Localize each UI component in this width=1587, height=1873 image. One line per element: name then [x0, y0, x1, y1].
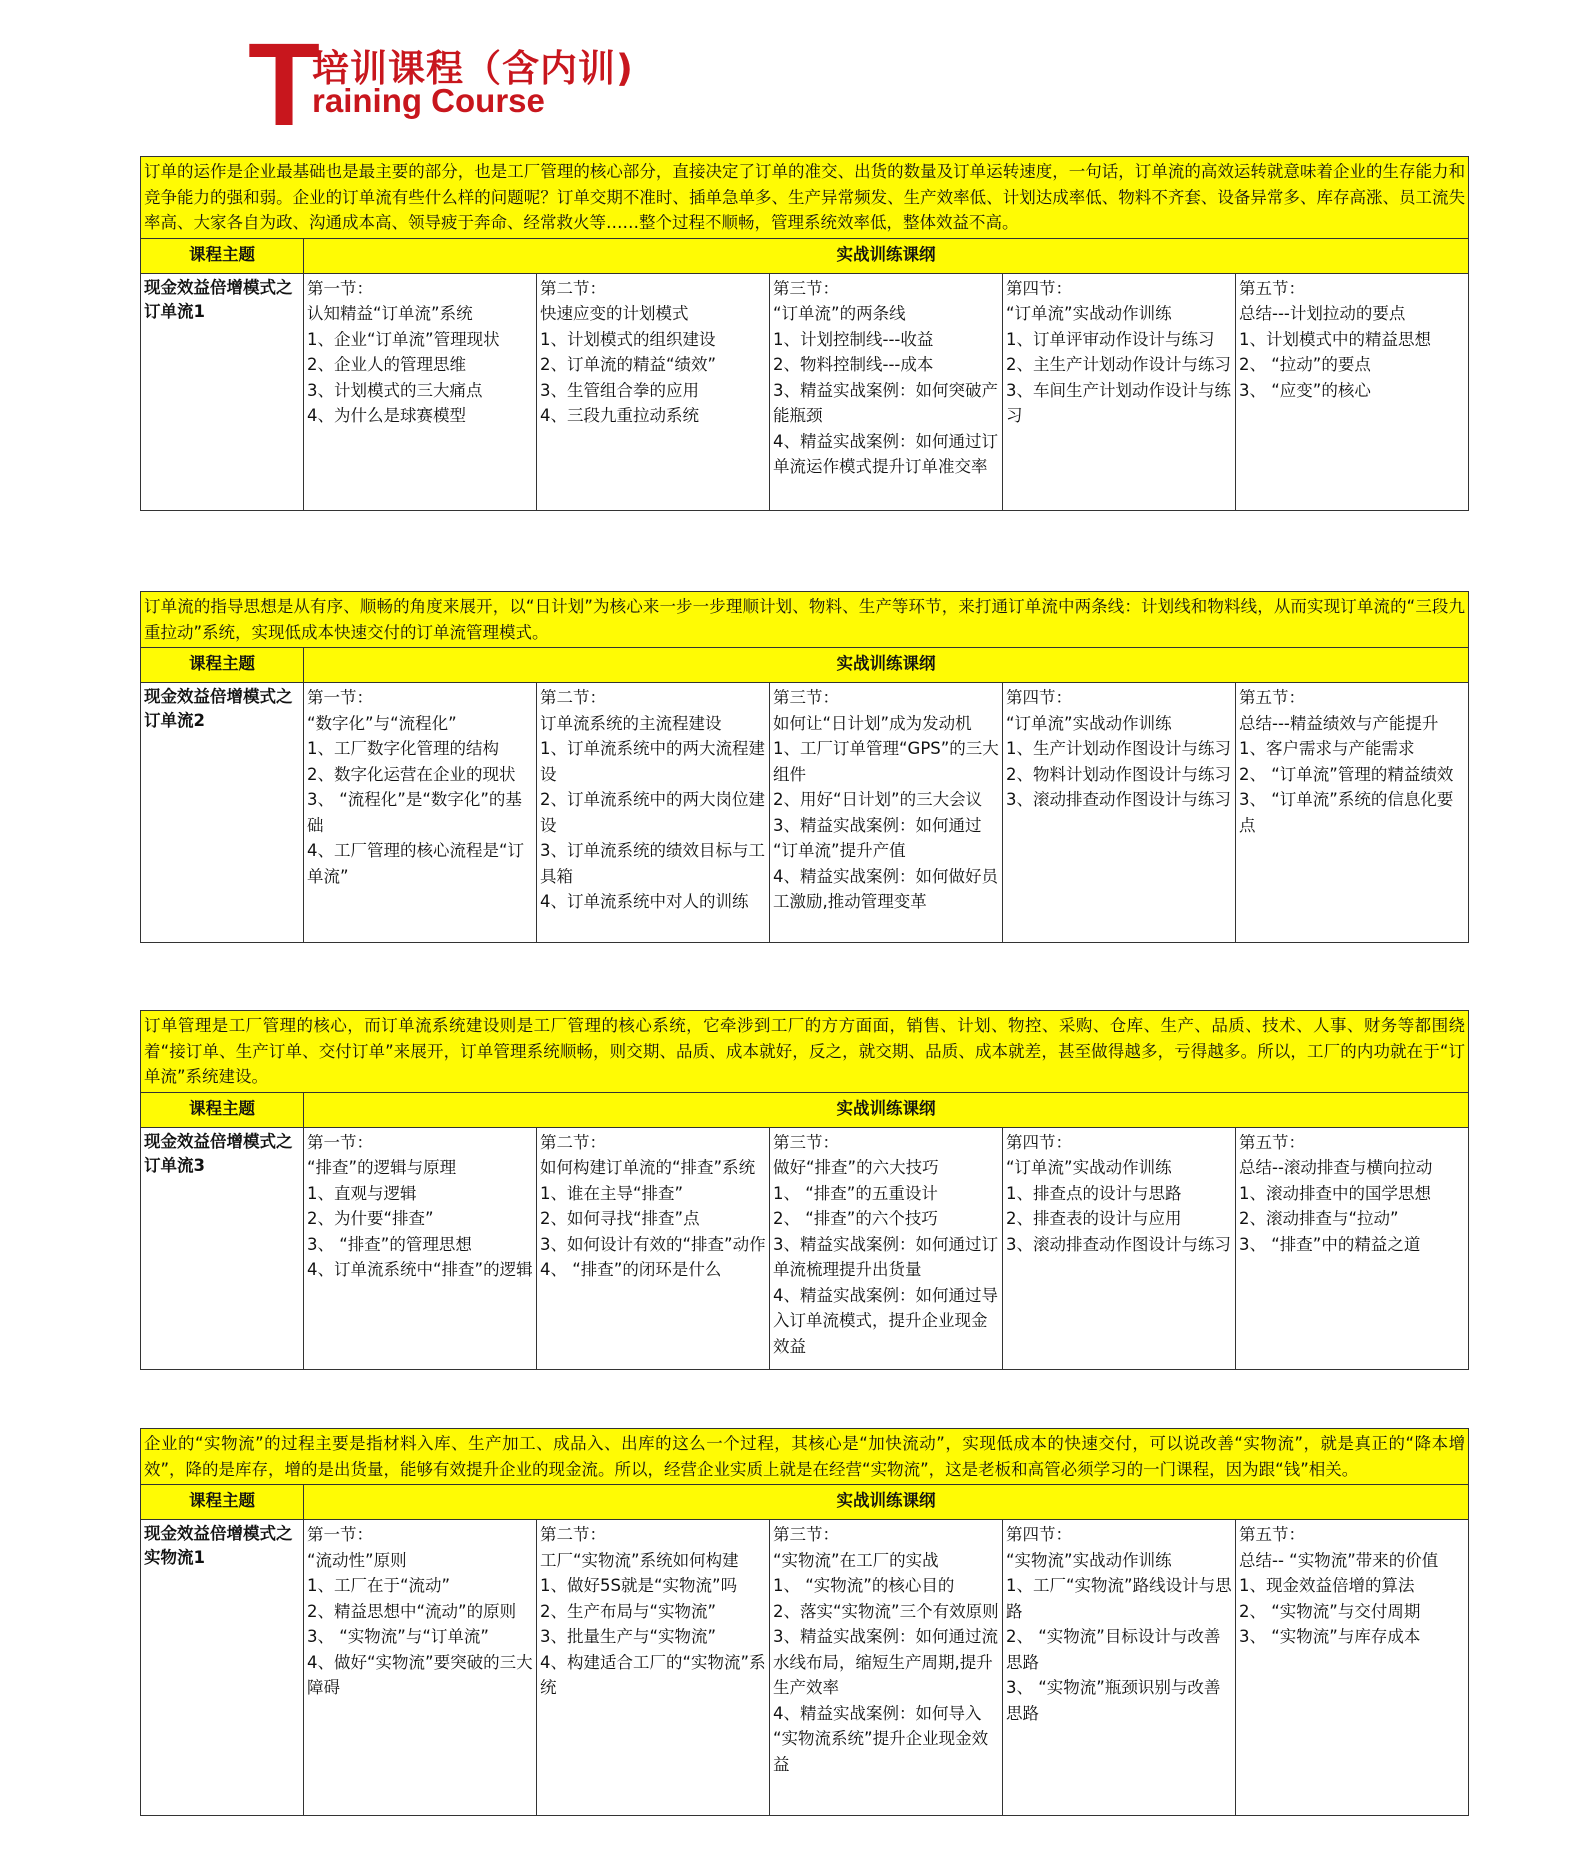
section-cell-2: 第二节： 如何构建订单流的“排查”系统 1、谁在主导“排查” 2、如何寻找“排查”点 3、如何设计有效的“排查”动作 4、 “排查”的闭环是什么 — [537, 1127, 770, 1369]
column-header-outline: 实战训练课纲 — [304, 648, 1469, 683]
section-cell-3: 第三节： 做好“排查”的六大技巧 1、 “排查”的五重设计 2、 “排查”的六个技巧 3、精益实战案例：如何通过订单流梳理提升出货量 4、精益实战案例：如何通过导入订单流模式，提升企业现金效益 — [770, 1127, 1003, 1369]
section-cell-5: 第五节： 总结---计划拉动的要点 1、计划模式中的精益思想 2、 “拉动”的要点 3、 “应变”的核心 — [1236, 273, 1469, 510]
page-header — [248, 19, 748, 151]
section-cell-3: 第三节： “订单流”的两条线 1、计划控制线---收益 2、物料控制线---成本 3、精益实战案例：如何突破产能瓶颈 4、精益实战案例：如何通过订单流运作模式提升订单准交率 — [770, 273, 1003, 510]
section-cell-5: 第五节： 总结-- “实物流”带来的价值 1、现金效益倍增的算法 2、 “实物流”与交付周期 3、 “实物流”与库存成本 — [1236, 1520, 1469, 1816]
course-table — [140, 1428, 1469, 1816]
column-header-topic: 课程主题 — [141, 648, 304, 683]
column-header-topic: 课程主题 — [141, 1092, 304, 1127]
column-header-topic: 课程主题 — [141, 238, 304, 273]
column-header-topic: 课程主题 — [141, 1485, 304, 1520]
course-block-1 — [140, 156, 1468, 511]
course-block-2 — [140, 591, 1468, 943]
page-title: 培训课程（含内训) — [312, 47, 634, 90]
course-topic: 现金效益倍增模式之订单流1 — [141, 273, 304, 510]
section-cell-1: 第一节： “数字化”与“流程化” 1、工厂数字化管理的结构 2、数字化运营在企业的现状 3、 “流程化”是“数字化”的基础 4、工厂管理的核心流程是“订单流” — [304, 683, 537, 943]
section-cell-4: 第四节： “订单流”实战动作训练 1、订单评审动作设计与练习 2、主生产计划动作设计与练习 3、车间生产计划动作设计与练习 — [1003, 273, 1236, 510]
course-table — [140, 591, 1469, 943]
course-block-3 — [140, 1010, 1468, 1370]
logo-letter-t: T — [248, 19, 321, 151]
section-cell-3: 第三节： 如何让“日计划”成为发动机 1、工厂订单管理“GPS”的三大组件 2、用好“日计划”的三大会议 3、精益实战案例：如何通过 “订单流”提升产值 4、精益实战案例：如何做好员工激励,推动管理变革 — [770, 683, 1003, 943]
course-topic: 现金效益倍增模式之订单流3 — [141, 1127, 304, 1369]
section-cell-4: 第四节： “订单流”实战动作训练 1、生产计划动作图设计与练习 2、物料计划动作图设计与练习 3、滚动排查动作图设计与练习 — [1003, 683, 1236, 943]
course-intro: 订单流的指导思想是从有序、顺畅的角度来展开，以“日计划”为核心来一步一步理顺计划、物料、生产等环节，来打通订单流中两条线：计划线和物料线，从而实现订单流的“三段九重拉动”系统，实现低成本快速交付的订单流管理模式。 — [141, 592, 1469, 648]
course-table — [140, 1010, 1469, 1370]
section-cell-3: 第三节： “实物流”在工厂的实战 1、 “实物流”的核心目的 2、落实“实物流”三个有效原则 3、精益实战案例：如何通过流水线布局，缩短生产周期,提升生产效率 4、精益实战案例：如何导入 “实物流系统”提升企业现金效益 — [770, 1520, 1003, 1816]
page-subtitle: raining Course — [312, 82, 545, 119]
course-topic: 现金效益倍增模式之订单流2 — [141, 683, 304, 943]
section-cell-2: 第二节： 工厂“实物流”系统如何构建 1、做好5S就是“实物流”吗 2、生产布局与“实物流” 3、批量生产与“实物流” 4、构建适合工厂的“实物流”系统 — [537, 1520, 770, 1816]
section-cell-2: 第二节： 订单流系统的主流程建设 1、订单流系统中的两大流程建设 2、订单流系统中的两大岗位建设 3、订单流系统的绩效目标与工具箱 4、订单流系统中对人的训练 — [537, 683, 770, 943]
section-cell-1: 第一节： “排查”的逻辑与原理 1、直观与逻辑 2、为什要“排查” 3、 “排查”的管理思想 4、订单流系统中“排查”的逻辑 — [304, 1127, 537, 1369]
column-header-outline: 实战训练课纲 — [304, 238, 1469, 273]
course-intro: 订单管理是工厂管理的核心，而订单流系统建设则是工厂管理的核心系统，它牵涉到工厂的方方面面，销售、计划、物控、采购、仓库、生产、品质、技术、人事、财务等都围绕着“接订单、生产订单、交付订单”来展开，订单管理系统顺畅，则交期、品质、成本就好，反之，就交期、品质、成本就差，甚至做得越多，亏得越多。所以，工厂的内功就在于“订单流”系统建设。 — [141, 1011, 1469, 1093]
course-intro: 企业的“实物流”的过程主要是指材料入库、生产加工、成品入、出库的这么一个过程，其核心是“加快流动”，实现低成本的快速交付，可以说改善“实物流”，就是真正的“降本增效”，降的是库存，增的是出货量，能够有效提升企业的现金流。所以，经营企业实质上就是在经营“实物流”，这是老板和高管必须学习的一门课程，因为跟“钱”相关。 — [141, 1429, 1469, 1485]
course-intro: 订单的运作是企业最基础也是最主要的部分，也是工厂管理的核心部分，直接决定了订单的准交、出货的数量及订单运转速度，一句话，订单流的高效运转就意味着企业的生存能力和竞争能力的强和弱。企业的订单流有些什么样的问题呢？订单交期不准时、插单急单多、生产异常频发、生产效率低、计划达成率低、物料不齐套、设备异常多、库存高涨、员工流失率高、大家各自为政、沟通成本高、领导疲于奔命、经常救火等……整个过程不顺畅，管理系统效率低，整体效益不高。 — [141, 157, 1469, 239]
course-topic: 现金效益倍增模式之实物流1 — [141, 1520, 304, 1816]
column-header-outline: 实战训练课纲 — [304, 1485, 1469, 1520]
section-cell-4: 第四节： “订单流”实战动作训练 1、排查点的设计与思路 2、排查表的设计与应用 3、滚动排查动作图设计与练习 — [1003, 1127, 1236, 1369]
section-cell-5: 第五节： 总结--滚动排查与横向拉动 1、滚动排查中的国学思想 2、滚动排查与“拉动” 3、 “排查”中的精益之道 — [1236, 1127, 1469, 1369]
section-cell-2: 第二节： 快速应变的计划模式 1、计划模式的组织建设 2、订单流的精益“绩效” 3、生管组合拳的应用 4、三段九重拉动系统 — [537, 273, 770, 510]
course-block-4 — [140, 1428, 1468, 1816]
section-cell-1: 第一节： 认知精益“订单流”系统 1、企业“订单流”管理现状 2、企业人的管理思维 3、计划模式的三大痛点 4、为什么是球赛模型 — [304, 273, 537, 510]
section-cell-1: 第一节： “流动性”原则 1、工厂在于“流动” 2、精益思想中“流动”的原则 3、 “实物流”与“订单流” 4、做好“实物流”要突破的三大障碍 — [304, 1520, 537, 1816]
course-table — [140, 156, 1469, 511]
column-header-outline: 实战训练课纲 — [304, 1092, 1469, 1127]
section-cell-5: 第五节： 总结---精益绩效与产能提升 1、客户需求与产能需求 2、 “订单流”管理的精益绩效 3、 “订单流”系统的信息化要点 — [1236, 683, 1469, 943]
section-cell-4: 第四节： “实物流”实战动作训练 1、工厂“实物流”路线设计与思路 2、 “实物流”目标设计与改善思路 3、 “实物流”瓶颈识别与改善思路 — [1003, 1520, 1236, 1816]
